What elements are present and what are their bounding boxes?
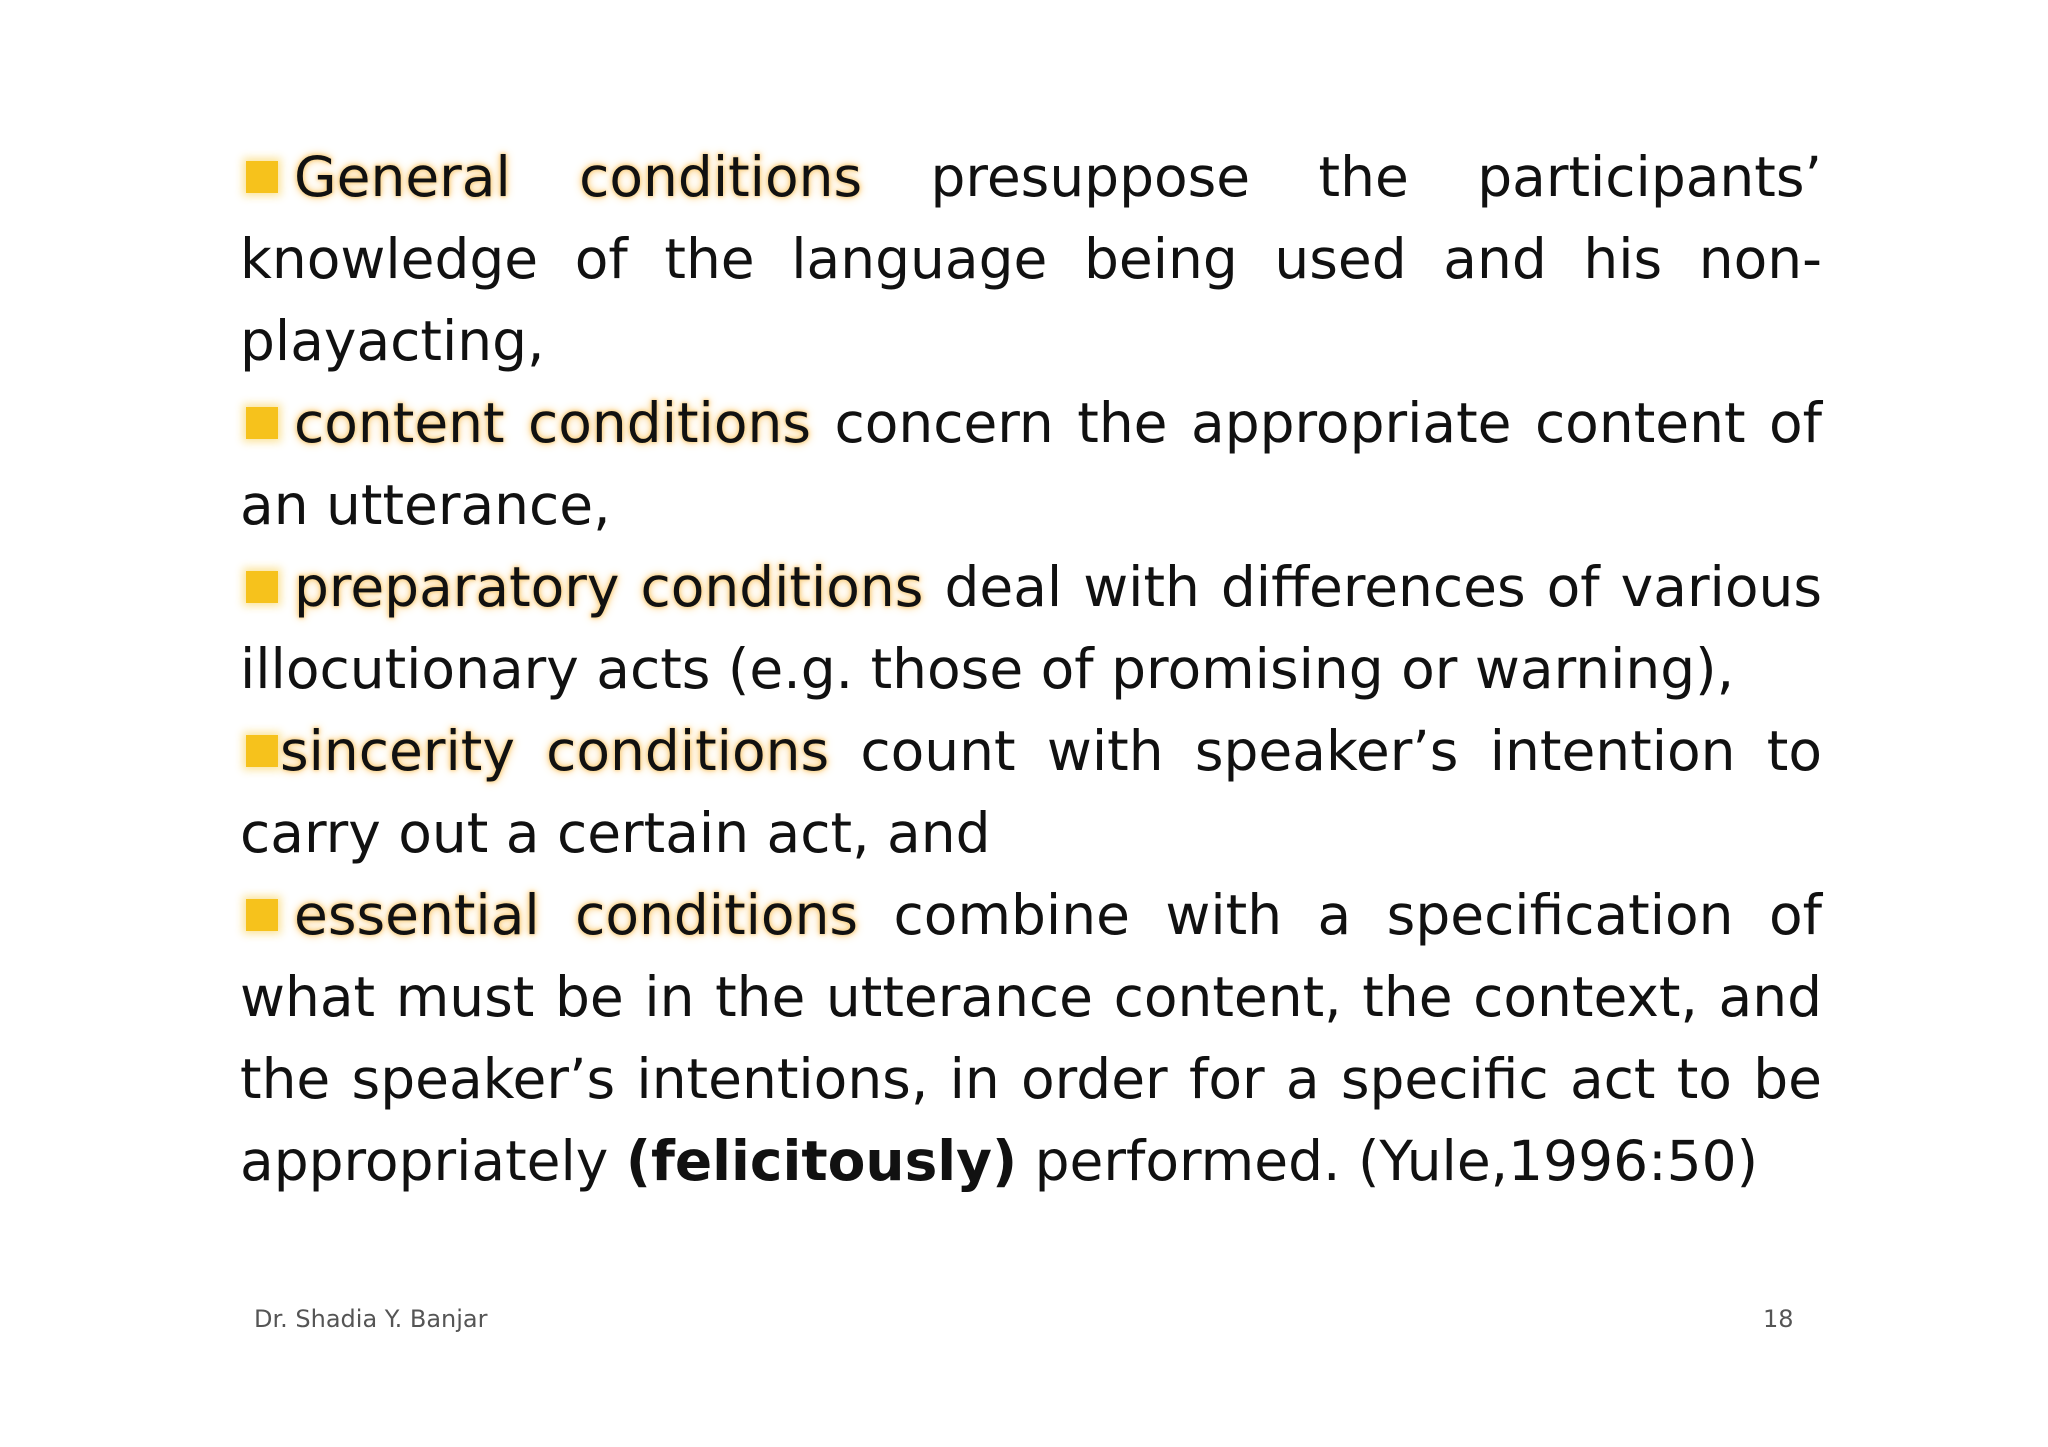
bullet-essential-conditions xyxy=(240,874,1822,1202)
bullet-preparatory-conditions xyxy=(240,546,1822,710)
preparatory-conditions-text: deal with differences of various illocutionary acts (e.g. those of promising or warning), xyxy=(240,555,1822,701)
bullet-general-conditions xyxy=(240,136,1822,382)
citation-text: performed. (Yule,1996:50) xyxy=(1017,1129,1759,1193)
term-essential-conditions: essential conditions xyxy=(294,883,859,947)
essential-conditions-text: combine with a specification of what must be in the utterance content, the context, and the speaker’s intentions, in order for a specific act to be appropriately xyxy=(240,883,1823,1193)
slide-body xyxy=(240,136,1822,1202)
general-conditions-text: presuppose the participants’ knowledge of the language being used and his non-playacting, xyxy=(240,145,1822,373)
bullet-content-conditions xyxy=(240,382,1822,546)
term-preparatory-conditions: preparatory conditions xyxy=(294,555,924,619)
square-bullet-icon xyxy=(246,899,278,931)
felicitously-bold-text: (felicitously) xyxy=(625,1129,1018,1193)
square-bullet-icon xyxy=(246,407,278,439)
term-general-conditions: General conditions xyxy=(294,145,863,209)
page-number: 18 xyxy=(1763,1305,1794,1333)
content-conditions-text: concern the appropriate content of an utterance, xyxy=(240,391,1822,537)
term-sincerity-conditions: sincerity conditions xyxy=(280,719,830,783)
term-content-conditions: content conditions xyxy=(294,391,811,455)
footer-author: Dr. Shadia Y. Banjar xyxy=(254,1305,488,1333)
sincerity-conditions-text: count with speaker’s intention to carry out a certain act, and xyxy=(240,719,1823,865)
bullet-sincerity-conditions xyxy=(240,710,1822,874)
square-bullet-icon xyxy=(246,735,278,767)
square-bullet-icon xyxy=(246,161,278,193)
square-bullet-icon xyxy=(246,571,278,603)
